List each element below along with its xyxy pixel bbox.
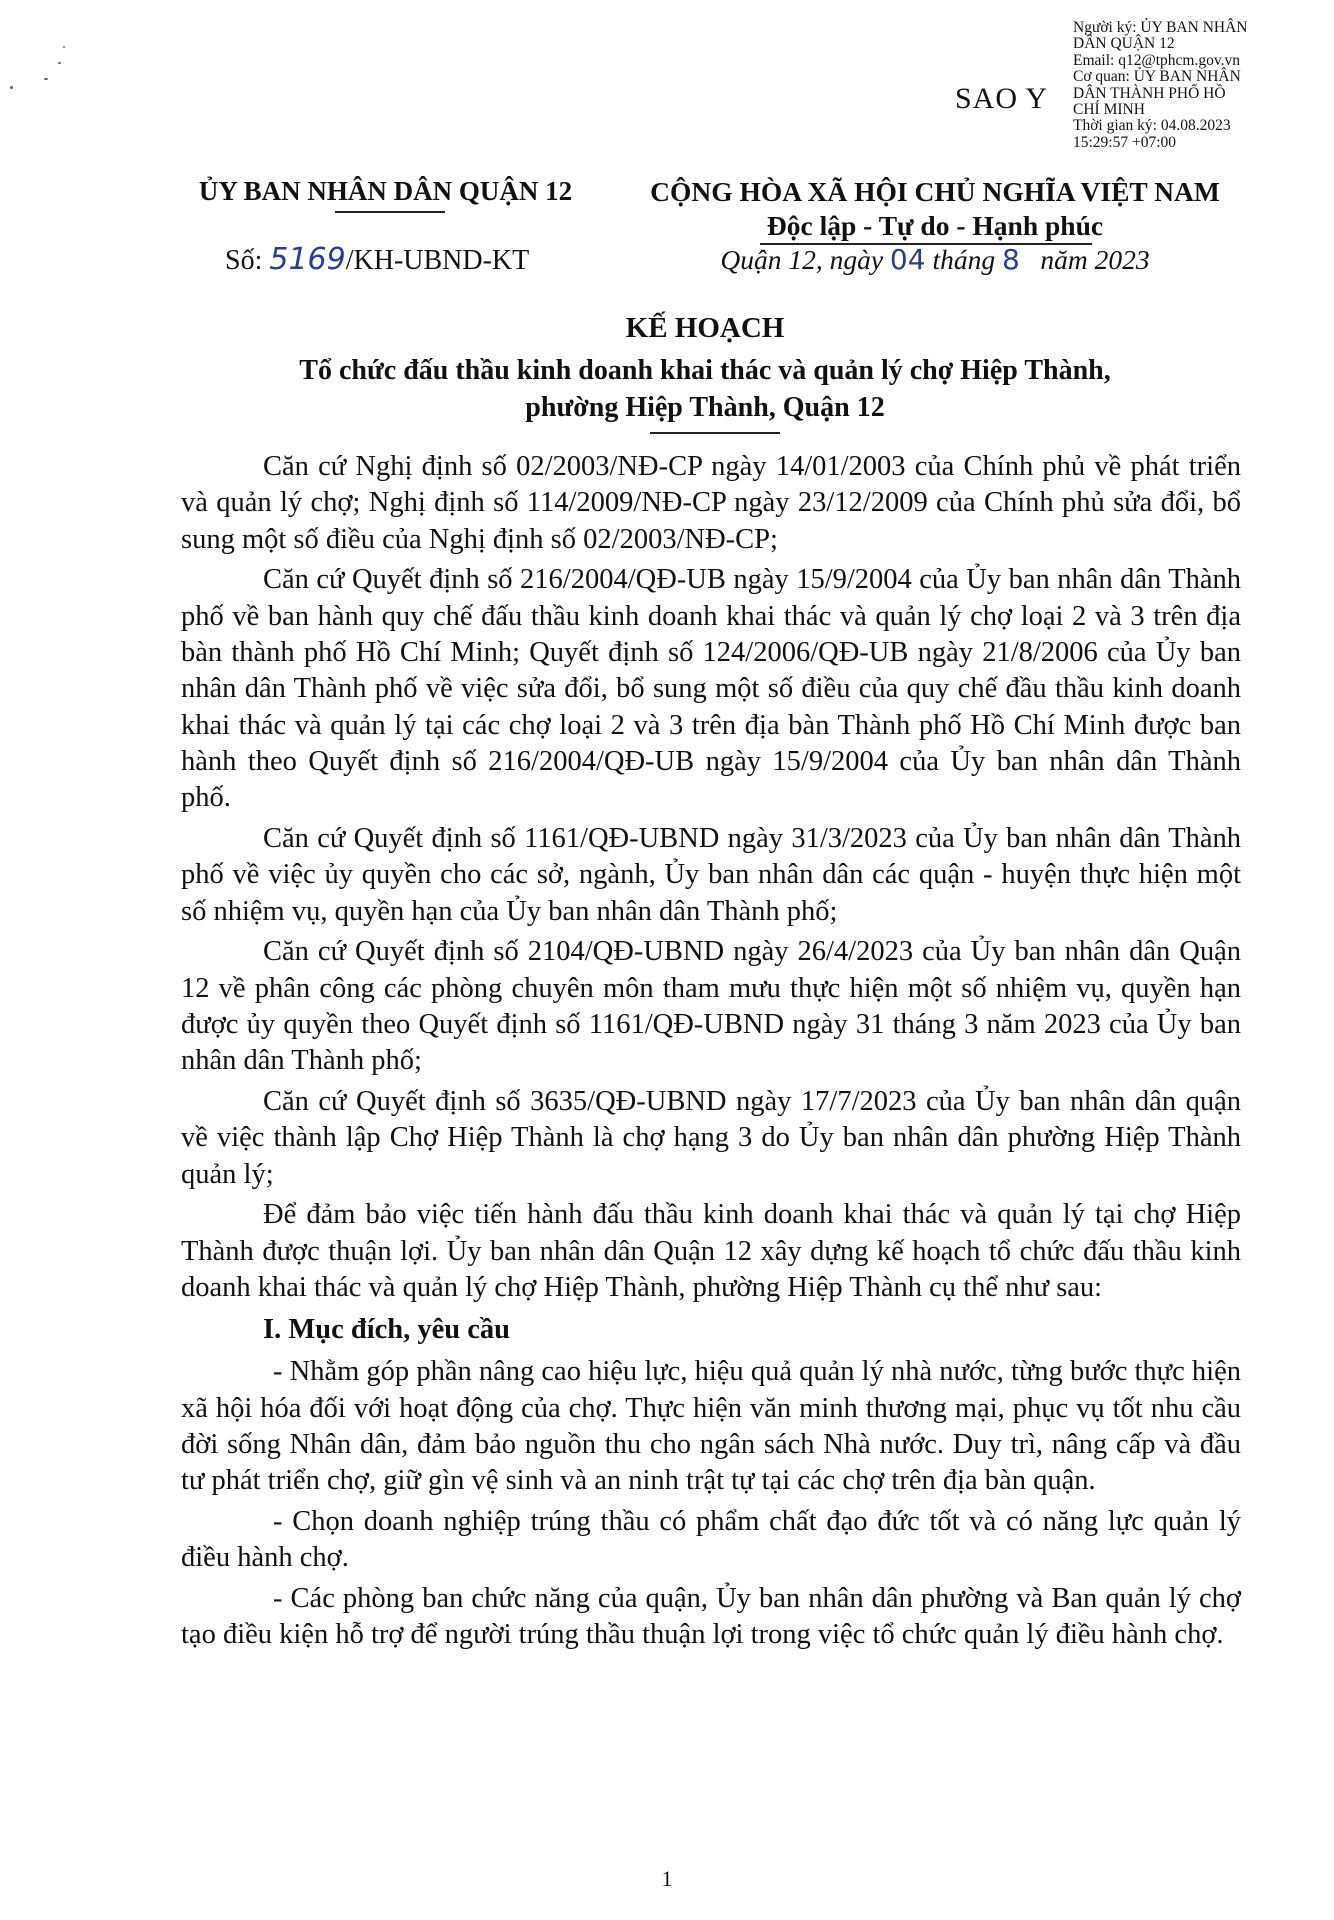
page-number: 1 bbox=[661, 1866, 673, 1891]
issuing-organization: ỦY BAN NHÂN DÂN QUẬN 12 bbox=[198, 176, 573, 206]
scan-speck bbox=[58, 62, 61, 64]
signature-line: DÂN THÀNH PHỐ HỒ bbox=[1073, 84, 1226, 102]
document-number-prefix: Số: bbox=[225, 245, 270, 276]
document-number-suffix: /KH-UBND-KT bbox=[345, 245, 530, 276]
signature-line: Email: q12@tphcm.gov.vn bbox=[1073, 51, 1240, 69]
document-body bbox=[181, 449, 1241, 1658]
place-and-date bbox=[630, 243, 1240, 276]
signature-line: CHÍ MINH bbox=[1073, 101, 1145, 119]
scan-speck bbox=[10, 86, 13, 89]
document-number-handwritten: 5169 bbox=[269, 242, 346, 277]
date-suffix: năm 2023 bbox=[1019, 244, 1150, 275]
date-day-handwritten: 04 bbox=[889, 243, 926, 276]
title-underline bbox=[650, 432, 780, 434]
date-month-handwritten: 8 bbox=[1001, 243, 1020, 276]
date-prefix: Quận 12, ngày bbox=[720, 244, 890, 275]
national-motto: Độc lập - Tự do - Hạnh phúc bbox=[766, 210, 1104, 241]
legal-basis-paragraph: Căn cứ Quyết định số 1161/QĐ-UBND ngày 31/3/2023 của Ủy ban nhân dân Thành phố về việc ủy quyền cho các sở, ngành, Ủy ban nhân dân các quận - huyện thực hiện một số nhiệm vụ, quyền hạn của Ủy ban nhân dân Thành phố; bbox=[181, 822, 1241, 927]
digital-signature-info bbox=[1073, 20, 1263, 151]
scan-speck bbox=[63, 46, 65, 48]
subtitle-line: phường Hiệp Thành, Quận 12 bbox=[525, 392, 885, 423]
legal-basis-paragraph: Căn cứ Nghị định số 02/2003/NĐ-CP ngày 14/01/2003 của Chính phủ về phát triển và quản lý chợ; Nghị định số 114/2009/NĐ-CP ngày 23/12/2009 của Chính phủ sửa đổi, bổ sung một số điều của Nghị định số 02/2003/NĐ-CP; bbox=[181, 451, 1241, 555]
document-subtitle bbox=[200, 352, 1210, 426]
legal-basis-paragraph: Căn cứ Quyết định số 216/2004/QĐ-UB ngày 15/9/2004 của Ủy ban nhân dân Thành phố về ban hành quy chế đấu thầu kinh doanh khai thác và quản lý chợ loại 2 và 3 trên địa bàn thành phố Hồ Chí Minh; Quyết định số 124/2006/QĐ-UB ngày 21/8/2006 của Ủy ban nhân dân Thành phố về việc sửa đổi, bổ sung một số điều của quy chế đầu thầu kinh doanh khai thác và quản lý tại các chợ loại 2 và 3 trên địa bàn Thành phố Hồ Chí Minh được ban hành theo Quyết định số 216/2004/QĐ-UB ngày 15/9/2004 của Ủy ban nhân dân Thành phố. bbox=[181, 564, 1241, 814]
organization-underline bbox=[335, 211, 445, 213]
section-item: - Nhằm góp phần nâng cao hiệu lực, hiệu quả quản lý nhà nước, từng bước thực hiện xã hội hóa đối với hoạt động của chợ. Thực hiện văn minh thương mại, phục vụ tốt nhu cầu đời sống Nhân dân, đảm bảo nguồn thu cho ngân sách Nhà nước. Duy trì, nâng cấp và đầu tư phát triển chợ, giữ gìn vệ sinh và an ninh trật tự tại các chợ trên địa bàn quận. bbox=[181, 1356, 1241, 1497]
intro-paragraph: Để đảm bảo việc tiến hành đấu thầu kinh doanh khai thác và quản lý tại chợ Hiệp Thành được thuận lợi. Ủy ban nhân dân Quận 12 xây dựng kế hoạch tổ chức đấu thầu kinh doanh khai thác và quản lý chợ Hiệp Thành, phường Hiệp Thành cụ thể như sau: bbox=[181, 1199, 1241, 1304]
section-heading: I. Mục đích, yêu cầu bbox=[263, 1314, 511, 1346]
signature-line: Cơ quan: ỦY BAN NHÂN bbox=[1073, 68, 1241, 86]
scan-speck bbox=[44, 78, 48, 80]
signature-line: DÂN QUẬN 12 bbox=[1073, 35, 1175, 53]
date-mid: tháng bbox=[925, 244, 1002, 275]
signature-line: 15:29:57 +07:00 bbox=[1073, 133, 1177, 151]
signature-line: Người ký: ỦY BAN NHÂN bbox=[1073, 19, 1248, 36]
section-item: - Các phòng ban chức năng của quận, Ủy ban nhân dân phường và Ban quản lý chợ tạo điều kiện hỗ trợ để người trúng thầu thuận lợi trong việc tổ chức quản lý điều hành chợ. bbox=[181, 1583, 1241, 1651]
subtitle-line: Tổ chức đấu thầu kinh doanh khai thác và quản lý chợ Hiệp Thành, bbox=[299, 355, 1111, 386]
section-item: - Chọn doanh nghiệp trúng thầu có phẩm chất đạo đức tốt và có năng lực quản lý điều hành chợ. bbox=[181, 1506, 1241, 1574]
national-title: CỘNG HÒA XÃ HỘI CHỦ NGHĨA VIỆT NAM bbox=[650, 176, 1220, 207]
copy-mark: SAO Y bbox=[955, 82, 1049, 115]
legal-basis-paragraph: Căn cứ Quyết định số 3635/QĐ-UBND ngày 17/7/2023 của Ủy ban nhân dân quận về việc thành lập Chợ Hiệp Thành là chợ hạng 3 do Ủy ban nhân dân phường Hiệp Thành quản lý; bbox=[181, 1086, 1241, 1190]
signature-line: Thời gian ký: 04.08.2023 bbox=[1073, 117, 1231, 135]
legal-basis-paragraph: Căn cứ Quyết định số 2104/QĐ-UBND ngày 26/4/2023 của Ủy ban nhân dân Quận 12 về phân công các phòng chuyên môn tham mưu thực hiện một số nhiệm vụ, quyền hạn được ủy quyền theo Quyết định số 1161/QĐ-UBND ngày 31 tháng 3 năm 2023 của Ủy ban nhân dân Thành phố; bbox=[181, 936, 1241, 1077]
document-title: KẾ HOẠCH bbox=[625, 312, 785, 344]
document-number bbox=[225, 242, 529, 277]
